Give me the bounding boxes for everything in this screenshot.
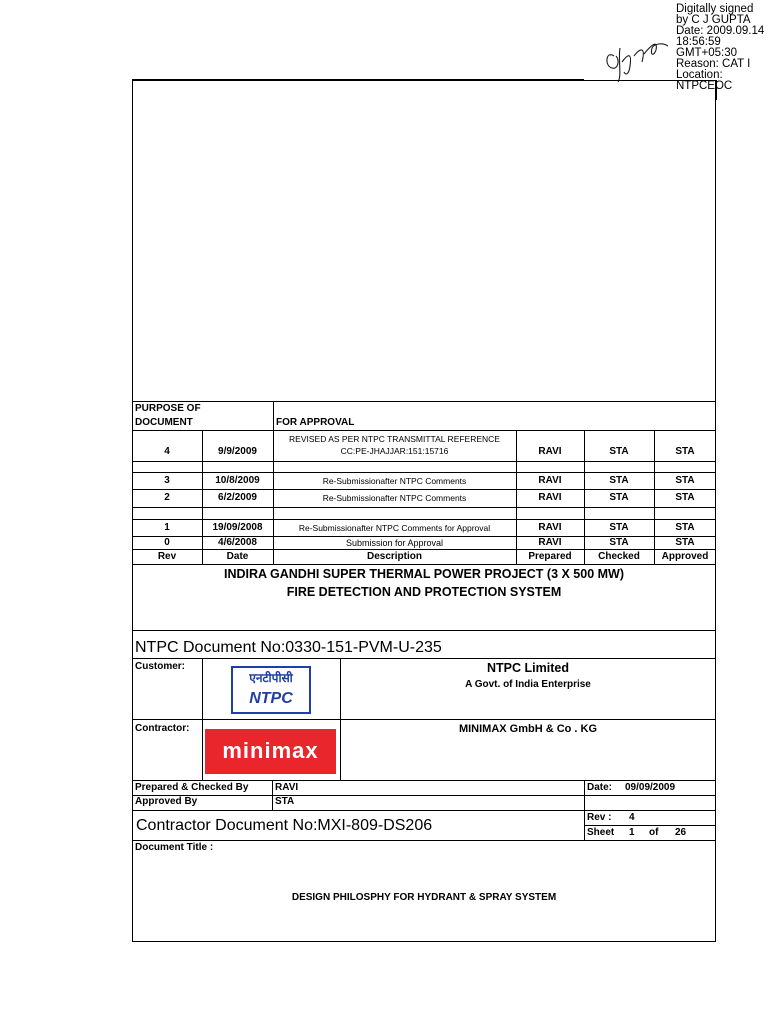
signature-line: Location: [676,69,723,81]
approved-cell: STA [675,475,695,486]
rev-value: 4 [629,812,635,823]
rev-cell: 1 [164,522,170,533]
divider [132,658,716,659]
purpose-value: FOR APPROVAL [276,417,355,428]
handwritten-signature [596,26,676,86]
signature-line: Reason: CAT I [676,58,751,70]
description-cell: Submission for Approval [345,538,444,548]
signature-line: Date: 2009.09.14 [676,25,765,37]
date-cell: 4/6/2008 [218,537,257,548]
table-header-approved: Approved [661,551,709,562]
minimax-logo-text: minimax [222,738,319,763]
signature-line: Digitally signed [676,3,754,15]
description-cell: Re-Submissionafter NTPC Comments for Approval [298,523,491,533]
divider [132,795,716,796]
project-title: INDIRA GANDHI SUPER THERMAL POWER PROJECT (3 X 500 MW) [223,567,625,581]
sheet-number: 1 [629,827,635,838]
description-cell: Re-Submissionafter NTPC Comments [322,493,467,503]
divider [132,719,716,720]
divider [132,780,716,781]
rev-cell: 2 [164,492,170,503]
prepared-cell: RAVI [538,522,562,533]
approved-by-label: Approved By [135,796,198,807]
divider [132,549,716,550]
ntpc-logo-hindi: एनटीपीसी [249,671,293,685]
signature-line: NTPCEOC [676,80,733,92]
divider [132,472,716,473]
prepared-cell: RAVI [538,492,562,503]
approved-cell: STA [675,537,695,548]
divider [132,519,716,520]
document-title-label: Document Title : [135,842,214,853]
divider [132,840,716,841]
ntpc-logo [231,666,311,714]
checked-cell: STA [609,537,629,548]
sheet-of-label: of [649,827,659,838]
checked-cell: STA [609,446,629,457]
signature-line: by C J GUPTA [676,14,751,26]
date-cell: 6/2/2009 [218,492,257,503]
table-header-prepared: Prepared [528,551,572,562]
divider [132,489,716,490]
rev-cell: 3 [164,475,170,486]
divider [132,507,716,508]
date-value: 09/09/2009 [625,782,676,793]
approved-cell: STA [675,522,695,533]
checked-cell: STA [609,492,629,503]
prepared-cell: RAVI [538,475,562,486]
sheet-label: Sheet [587,827,615,838]
table-header-checked: Checked [598,551,640,562]
divider [132,401,716,402]
minimax-logo [205,729,336,774]
rev-cell: 4 [164,446,170,457]
checked-cell: STA [609,522,629,533]
signature-line: 18:56:59 [676,36,721,48]
sheet-total: 26 [675,827,687,838]
divider [584,825,716,826]
rev-cell: 0 [164,537,170,548]
prepared-cell: RAVI [538,537,562,548]
prepared-cell: RAVI [538,446,562,457]
signature-line: GMT+05:30 [676,47,738,59]
customer-subtitle: A Govt. of India Enterprise [465,679,591,690]
date-label: Date: [587,782,613,793]
divider [132,430,716,431]
date-cell: 9/9/2009 [218,446,257,457]
divider [132,630,716,631]
checked-cell: STA [609,475,629,486]
description-cell: REVISED AS PER NTPC TRANSMITTAL REFERENCE [289,434,500,444]
divider [132,461,716,462]
rev-label: Rev : [587,812,612,823]
customer-name: NTPC Limited [487,661,569,675]
table-header-description: Description [366,551,422,562]
date-cell: 10/8/2009 [215,475,260,486]
ntpc-document-number: NTPC Document No:0330-151-PVM-U-235 [135,639,442,656]
purpose-label: DOCUMENT [135,417,193,428]
divider [132,810,716,811]
digital-signature-text [676,4,764,92]
customer-label: Customer: [135,661,186,672]
prepared-checked-value: RAVI [275,782,299,793]
prepared-checked-label: Prepared & Checked By [135,782,249,793]
approved-cell: STA [675,446,695,457]
ntpc-logo-text: NTPC [249,690,293,707]
project-subtitle: FIRE DETECTION AND PROTECTION SYSTEM [286,585,562,599]
contractor-document-number: Contractor Document No:MXI-809-DS206 [136,817,433,834]
signature-edge-line [716,80,717,100]
purpose-label: PURPOSE OF [135,403,201,414]
date-cell: 19/09/2008 [212,522,263,533]
table-header-rev: Rev [157,551,177,562]
approved-by-value: STA [275,796,295,807]
description-cell: CC:PE-JHAJJAR:151:15716 [340,446,449,456]
description-cell: Re-Submissionafter NTPC Comments [322,476,467,486]
table-header-date: Date [226,551,249,562]
contractor-label: Contractor: [135,723,190,734]
contractor-name: MINIMAX GmbH & Co . KG [458,723,598,735]
approved-cell: STA [675,492,695,503]
divider [132,564,716,565]
document-title: DESIGN PHILOSPHY FOR HYDRANT & SPRAY SYSTEM [291,892,557,903]
